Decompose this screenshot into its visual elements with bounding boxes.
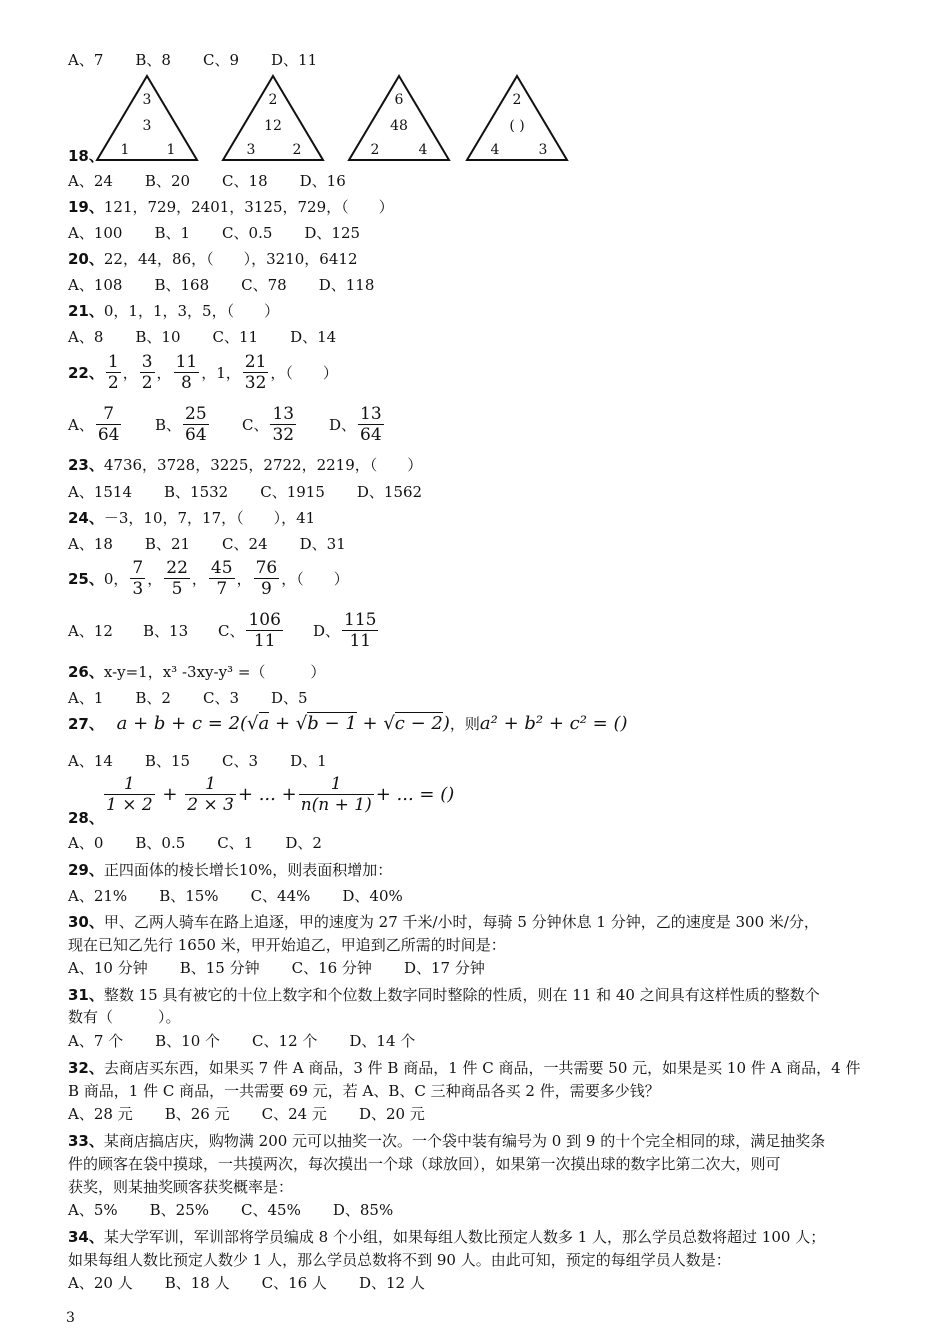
question-25: 25、0， $\frac{7}{3}$ ， $\frac{22}{5}$ ， $\frac{45}{7}$ ， $\frac{76}{9}$ ，（ ） — [68, 558, 349, 599]
option: B、20 — [144, 172, 191, 190]
option: C、16 分钟 — [291, 959, 372, 977]
question-24 — [68, 508, 315, 528]
question-30 — [68, 912, 819, 932]
q23-options — [68, 482, 454, 502]
question-number: 26、 — [68, 663, 104, 681]
option: B、13 — [143, 622, 189, 640]
option: B、25% — [149, 1201, 210, 1219]
question-text: 整数 15 具有被它的十位上数字和个位数上数字同时整除的性质，则在 11 和 40 之间具有这样性质的整数个 — [103, 986, 820, 1004]
fraction: $\frac{45}{7}$ — [210, 558, 233, 599]
triangle-center: 3 — [142, 118, 152, 134]
option: D、17 分钟 — [403, 959, 485, 977]
triangle-center: ( ) — [509, 118, 525, 134]
question-32 — [68, 1058, 860, 1078]
question-text: 如果每组人数比预定人数少 1 人，那么学员总数将不到 90 人。由此可知，预定的每组学员人数是： — [68, 1251, 731, 1269]
option: A、7 个 — [68, 1032, 124, 1050]
q17-options — [68, 50, 349, 70]
fraction: $\frac{11}{8}$ — [175, 352, 198, 393]
question-number: 23、 — [68, 456, 104, 474]
option: A、108 — [68, 276, 123, 294]
option: B、1 — [154, 224, 191, 242]
question-number: 21、 — [68, 302, 104, 320]
question-text: ，（ ） — [281, 570, 349, 588]
option: D、 $\frac{13}{64}$ — [329, 404, 382, 445]
option: D、2 — [285, 834, 322, 852]
equation: $\frac{1}{1 \times 2}$ + $\frac{1}{2 \times 3}$ + ... + $\frac{1}{n(n + 1)}$ + ... = () — [106, 774, 455, 815]
triangle-left: 3 — [246, 142, 256, 158]
option: B、8 — [135, 51, 171, 69]
question-number: 31、 — [68, 986, 104, 1004]
q21-options — [68, 327, 368, 347]
option: C、45% — [241, 1201, 301, 1219]
triangle-3 — [349, 76, 449, 160]
question-text: －3，10，7，17，（ ），41 — [103, 509, 316, 527]
fraction: $\frac{76}{9}$ — [255, 558, 278, 599]
option: A、18 — [68, 535, 113, 553]
question-text: 现在已知乙先行 1650 米，甲开始追乙，甲追到乙所需的时间是： — [68, 936, 506, 954]
question-text: B 商品，1 件 C 商品，一共需要 69 元，若 A、B、C 三种商品各买 2 件，需要多少钱？ — [68, 1082, 660, 1100]
option: A、21% — [68, 887, 128, 905]
option: D、31 — [299, 535, 346, 553]
q18-options — [68, 171, 378, 191]
option: A、 $\frac{7}{64}$ — [68, 404, 120, 445]
fraction: $\frac{22}{5}$ — [166, 558, 188, 599]
option: B、15% — [159, 887, 219, 905]
option: C、24 元 — [261, 1105, 327, 1123]
triangle-figures — [95, 72, 595, 164]
question-number: 33、 — [68, 1132, 104, 1150]
question-number: 30、 — [68, 913, 104, 931]
question-number: 25、 — [68, 570, 104, 588]
fraction: $\frac{1}{2}$ — [107, 352, 119, 393]
option: A、20 人 — [68, 1274, 133, 1292]
q29-options — [68, 886, 435, 906]
question-text: 正四面体的棱长增长10%，则表面积增加： — [103, 861, 393, 879]
fraction: $\frac{21}{32}$ — [244, 352, 267, 393]
question-22: 22、 $\frac{1}{2}$ ， $\frac{3}{2}$ ， $\frac{11}{8}$ ，1， $\frac{21}{32}$ ，（ ） — [68, 352, 338, 393]
option: D、118 — [318, 276, 375, 294]
question-text: 22，44，86，（ ），3210，6412 — [103, 250, 358, 268]
question-number: 29、 — [68, 861, 104, 879]
option: A、5% — [68, 1201, 118, 1219]
q26-options — [68, 688, 340, 708]
option: D、14 — [290, 328, 337, 346]
option: A、0 — [68, 834, 104, 852]
question-text: 获奖，则某抽奖顾客获奖概率是： — [68, 1178, 294, 1196]
option: A、14 — [68, 752, 113, 770]
option: C、 $\frac{106}{11}$ — [218, 610, 281, 651]
option: B、0.5 — [135, 834, 186, 852]
option: A、1514 — [68, 483, 133, 501]
q32-options — [68, 1104, 457, 1124]
option: D、11 — [271, 51, 318, 69]
question-20 — [68, 249, 357, 269]
option: C、9 — [202, 51, 239, 69]
q34-options — [68, 1273, 457, 1293]
page-number: 3 — [66, 1310, 75, 1326]
triangle-left: 2 — [370, 142, 380, 158]
question-text: x-y=1，x³ -3xy-y³ =（ ） — [103, 663, 326, 681]
triangle-top: 6 — [394, 92, 404, 108]
triangle-center: 48 — [390, 118, 408, 134]
question-text: ，则 — [449, 715, 480, 733]
question-26 — [68, 662, 325, 682]
question-19 — [68, 197, 394, 217]
q19-options — [68, 223, 392, 243]
option: D、16 — [299, 172, 346, 190]
option: C、3 — [222, 752, 259, 770]
question-27 — [68, 713, 628, 734]
question-number: 24、 — [68, 509, 104, 527]
question-text: 某商店搞店庆，购物满 200 元可以抽奖一次。一个袋中装有编号为 0 到 9 的十个完全相同的球，满足抽奖条 — [103, 1132, 826, 1150]
fraction: $\frac{3}{2}$ — [141, 352, 153, 393]
option: D、40% — [342, 887, 403, 905]
option: A、100 — [68, 224, 123, 242]
option: D、 $\frac{115}{11}$ — [313, 610, 377, 651]
option: D、20 元 — [358, 1105, 425, 1123]
option: B、18 人 — [164, 1274, 230, 1292]
option: B、26 元 — [164, 1105, 230, 1123]
triangle-1 — [97, 76, 197, 160]
option: C、44% — [250, 887, 311, 905]
question-number: 32、 — [68, 1059, 104, 1077]
question-text: 121，729，2401，3125，729，（ ） — [103, 198, 394, 216]
question-21 — [68, 301, 279, 321]
question-23 — [68, 455, 422, 475]
option: D、1 — [290, 752, 327, 770]
question-29 — [68, 860, 392, 880]
q30-options — [68, 958, 517, 978]
triangle-right: 4 — [418, 142, 428, 158]
q31-options — [68, 1031, 447, 1051]
option: A、12 — [68, 622, 113, 640]
question-text: 件的顾客在袋中摸球，一共摸两次，每次摸出一个球（球放回），如果第一次摸出球的数字比第二次大，则可 — [68, 1155, 781, 1173]
triangle-top: 2 — [268, 92, 278, 108]
option: B、1532 — [164, 483, 229, 501]
option: D、12 人 — [358, 1274, 425, 1292]
question-number: 20、 — [68, 250, 104, 268]
option: C、1 — [217, 834, 254, 852]
triangle-2 — [223, 76, 323, 160]
triangle-right: 2 — [292, 142, 302, 158]
option: D、5 — [271, 689, 308, 707]
option: B、15 — [144, 752, 191, 770]
option: C、16 人 — [261, 1274, 327, 1292]
question-text: 0， — [103, 570, 129, 588]
q24-options — [68, 534, 378, 554]
question-text: 数有（ ）。 — [68, 1008, 181, 1026]
question-text: ，1， — [201, 364, 241, 382]
option: C、1915 — [260, 483, 325, 501]
q22-options — [68, 404, 416, 445]
option: A、24 — [68, 172, 113, 190]
q25-options — [68, 610, 408, 651]
option: A、8 — [68, 328, 104, 346]
option: D、1562 — [356, 483, 423, 501]
question-number: 18、 — [68, 147, 104, 165]
fraction: $\frac{7}{3}$ — [132, 558, 144, 599]
triangle-4 — [467, 76, 567, 160]
option: B、168 — [154, 276, 210, 294]
option: C、24 — [222, 535, 268, 553]
option: C、0.5 — [222, 224, 273, 242]
q33-options — [68, 1200, 425, 1220]
option: C、78 — [241, 276, 287, 294]
option: B、21 — [144, 535, 191, 553]
option: D、14 个 — [349, 1032, 416, 1050]
option: B、15 分钟 — [179, 959, 260, 977]
option: A、28 元 — [68, 1105, 133, 1123]
option: B、2 — [135, 689, 171, 707]
option: A、7 — [68, 51, 104, 69]
question-text: ，（ ） — [270, 364, 338, 382]
question-text: 4736，3728，3225，2722，2219，（ ） — [103, 456, 423, 474]
option: C、 $\frac{13}{32}$ — [242, 404, 295, 445]
question-text: 去商店买东西，如果买 7 件 A 商品，3 件 B 商品，1 件 C 商品，一共需要 50 元，如果是买 10 件 A 商品，4 件 — [103, 1059, 861, 1077]
question-number: 28、 — [68, 809, 104, 827]
question-34 — [68, 1227, 825, 1247]
question-31 — [68, 985, 820, 1005]
q20-options — [68, 275, 406, 295]
question-33 — [68, 1131, 825, 1151]
option: B、10 — [135, 328, 181, 346]
question-number: 19、 — [68, 198, 104, 216]
option: A、1 — [68, 689, 104, 707]
question-text: 甲、乙两人骑车在路上追逐，甲的速度为 27 千米/小时，每骑 5 分钟休息 1 分钟，乙的速度是 300 米/分， — [103, 913, 819, 931]
option: C、12 个 — [252, 1032, 318, 1050]
option: C、3 — [202, 689, 239, 707]
equation: a² + b² + c² = () — [479, 713, 628, 734]
triangle-right: 1 — [166, 142, 176, 158]
question-text: 某大学军训，军训部将学员编成 8 个小组，如果每组人数比预定人数多 1 人，那么学员总数将超过 100 人； — [103, 1228, 826, 1246]
question-number: 22、 — [68, 364, 104, 382]
question-text: 0，1，1，3，5，（ ） — [103, 302, 280, 320]
triangle-center: 12 — [264, 118, 282, 134]
triangle-top: 3 — [142, 92, 152, 108]
equation: a + b + c = 2(√a + √b − 1 + √c − 2) — [116, 713, 450, 734]
option: B、10 个 — [155, 1032, 221, 1050]
option: B、 $\frac{25}{64}$ — [155, 404, 207, 445]
option: C、18 — [222, 172, 268, 190]
triangle-left: 4 — [490, 142, 500, 158]
option: A、10 分钟 — [68, 959, 148, 977]
q27-options — [68, 751, 359, 771]
option: D、125 — [304, 224, 361, 242]
question-number: 34、 — [68, 1228, 104, 1246]
triangle-top: 2 — [512, 92, 522, 108]
option: D、85% — [332, 1201, 394, 1219]
triangle-left: 1 — [120, 142, 130, 158]
triangle-right: 3 — [538, 142, 548, 158]
q28-options — [68, 833, 354, 853]
option: C、11 — [212, 328, 259, 346]
question-number: 27、 — [68, 715, 104, 733]
